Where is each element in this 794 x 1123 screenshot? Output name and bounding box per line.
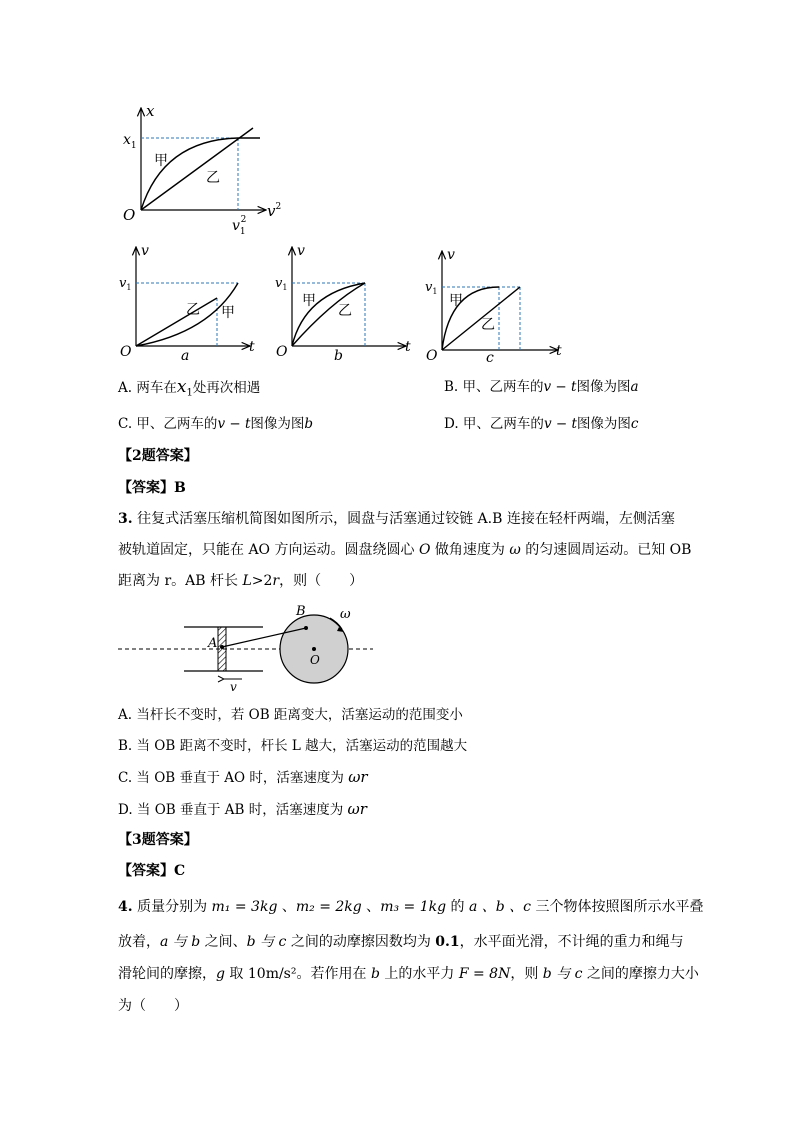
piston-compressor-diagram bbox=[118, 600, 378, 695]
q2-answer-heading: 【2题答案】 bbox=[118, 448, 198, 464]
label-v: v bbox=[230, 680, 237, 694]
q2-option-c: C. 甲、乙两车的v − t图像为图b bbox=[118, 416, 314, 432]
q3-option-b: B. 当 OB 距离不变时，杆长 L 越大，活塞运动的范围越大 bbox=[118, 738, 468, 754]
hinge-B bbox=[304, 626, 308, 630]
line-yi bbox=[136, 298, 217, 346]
q2-answer: 【答案】B bbox=[118, 480, 186, 496]
vt-graph-c bbox=[420, 247, 570, 367]
q3-answer-heading: 【3题答案】 bbox=[118, 832, 198, 848]
y-axis-label: v bbox=[447, 247, 455, 263]
origin-label: O bbox=[276, 344, 288, 360]
hinge-A bbox=[220, 645, 224, 649]
y-axis-label: x bbox=[146, 102, 155, 120]
label-jia: 甲 bbox=[302, 293, 316, 309]
curve-jia-label: 甲 bbox=[154, 153, 168, 169]
label-omega: ω bbox=[340, 607, 351, 622]
label-jia: 甲 bbox=[221, 305, 235, 321]
x-axis-label: t bbox=[556, 343, 562, 359]
q3-answer: 【答案】C bbox=[118, 863, 186, 879]
q2-option-a: A. 两车在$x_1$处再次相遇 bbox=[118, 377, 261, 399]
q4-line-2: 放着，a 与 b 之间、b 与 c 之间的动摩擦因数均为 0.1，水平面光滑，不计绳的重力和绳与 bbox=[118, 934, 684, 950]
q3-line-1: 3. 往复式活塞压缩机简图如图所示，圆盘与活塞通过铰链 A.B 连接在轻杆两端，左侧活塞 bbox=[118, 511, 675, 527]
v1-label: $v_1$ bbox=[425, 280, 438, 296]
vt-graph-b bbox=[270, 243, 420, 363]
q3-option-c: C. 当 OB 垂直于 AO 时，活塞速度为 ωr bbox=[118, 768, 368, 786]
y-axis-label: v bbox=[141, 243, 149, 259]
origin-label: O bbox=[123, 206, 136, 224]
curve-jia bbox=[141, 138, 260, 210]
curve-yi-label: 乙 bbox=[206, 170, 220, 186]
label-A: A bbox=[208, 636, 218, 651]
vt-graph-a bbox=[114, 243, 264, 363]
x-axis-label: t bbox=[249, 339, 255, 355]
q3-line-3: 距离为 r。AB 杆长 L>2r，则（ ） bbox=[118, 573, 364, 589]
caption: a bbox=[181, 348, 190, 363]
q4-line-4: 为（ ） bbox=[118, 998, 188, 1014]
center-O bbox=[312, 647, 316, 651]
x-v2-graph bbox=[118, 100, 298, 235]
q3-option-d: D. 当 OB 垂直于 AB 时，活塞速度为 ωr bbox=[118, 800, 367, 818]
label-O: O bbox=[310, 653, 320, 667]
q4-line-3: 滑轮间的摩擦，g 取 10m/s²。若作用在 b 上的水平力 F = 8N，则 b 与 c 之间的摩擦力大小 bbox=[118, 966, 699, 982]
y-axis-label: v bbox=[297, 243, 305, 259]
q3-option-a: A. 当杆长不变时，若 OB 距离变大，活塞运动的范围变小 bbox=[118, 707, 463, 723]
caption: b bbox=[334, 348, 343, 363]
origin-label: O bbox=[120, 344, 132, 360]
x1-label: $x_1$ bbox=[123, 132, 137, 151]
origin-label: O bbox=[426, 348, 438, 364]
v1-label: $v_1$ bbox=[275, 276, 288, 292]
x-axis-label: t bbox=[405, 339, 411, 355]
caption: c bbox=[486, 350, 494, 366]
x-axis-label: $v^2$ bbox=[267, 202, 282, 220]
v1-label: $v_1$ bbox=[119, 276, 132, 292]
q3-line-2: 被轨道固定，只能在 AO 方向运动。圆盘绕圆心 O 做角速度为 ω 的匀速圆周运动。已知 OB bbox=[118, 542, 692, 558]
q2-option-b: B. 甲、乙两车的v − t图像为图a bbox=[444, 379, 639, 395]
label-yi: 乙 bbox=[186, 302, 200, 318]
label-yi: 乙 bbox=[338, 303, 352, 319]
label-B: B bbox=[296, 604, 306, 619]
q2-option-d: D. 甲、乙两车的v − t图像为图c bbox=[444, 416, 639, 432]
v1sq-label: $v_12$ bbox=[232, 215, 247, 235]
label-jia: 甲 bbox=[449, 293, 463, 309]
label-yi: 乙 bbox=[481, 317, 495, 333]
line-yi bbox=[141, 128, 253, 210]
q4-line-1: 4. 质量分别为 m₁ = 3kg 、m₂ = 2kg 、m₃ = 1kg 的 a 、b 、c 三个物体按照图所示水平叠 bbox=[118, 899, 704, 915]
